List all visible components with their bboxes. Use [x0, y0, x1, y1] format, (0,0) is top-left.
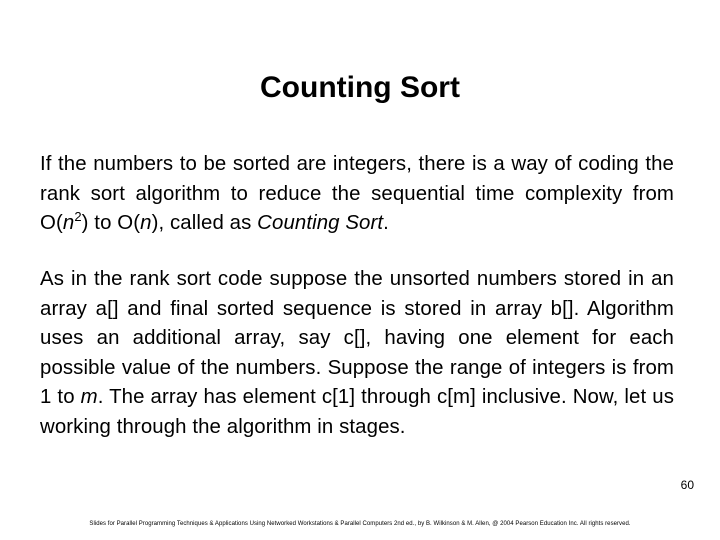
- footer-copyright: Slides for Parallel Programming Techniques & Applications Using Networked Workstations & Parallel Computers 2nd ed., by B. Wilkinson & M. Allen, @ 2004 Pearson Education Inc. All rights reserved.: [89, 521, 631, 527]
- variable-n-linear: n: [140, 212, 152, 234]
- slide-title: Counting Sort: [260, 71, 460, 104]
- paragraph-intro: [40, 150, 674, 239]
- paragraph-algorithm: [40, 265, 674, 442]
- variable-n: n: [62, 212, 75, 234]
- paragraph-intro-end: .: [383, 212, 389, 234]
- page-number: 60: [680, 478, 694, 492]
- paragraph-algorithm-end: . The array has element c[1] through c[m] inclusive. Now, let us working through the algorithm in stages.: [40, 386, 674, 438]
- variable-m: m: [80, 386, 98, 408]
- paragraph-intro-mid: ) to O(: [81, 212, 141, 234]
- paragraph-intro-text: If the numbers to be sorted are integers, there is a way of coding the rank sort algorithm to reduce the sequential time complexity from O(: [40, 153, 674, 234]
- counting-sort-emphasis: Counting Sort: [257, 212, 384, 234]
- exponent: 2: [74, 209, 82, 224]
- paragraph-algorithm-text: As in the rank sort code suppose the unsorted numbers stored in an array a[] and final sorted sequence is stored in array b[]. Algorithm uses an additional array, say c[], having one element for each possible value of the numbers. Suppose the range of integers is from 1 to: [40, 268, 674, 408]
- paragraph-intro-after: ), called as: [151, 212, 258, 234]
